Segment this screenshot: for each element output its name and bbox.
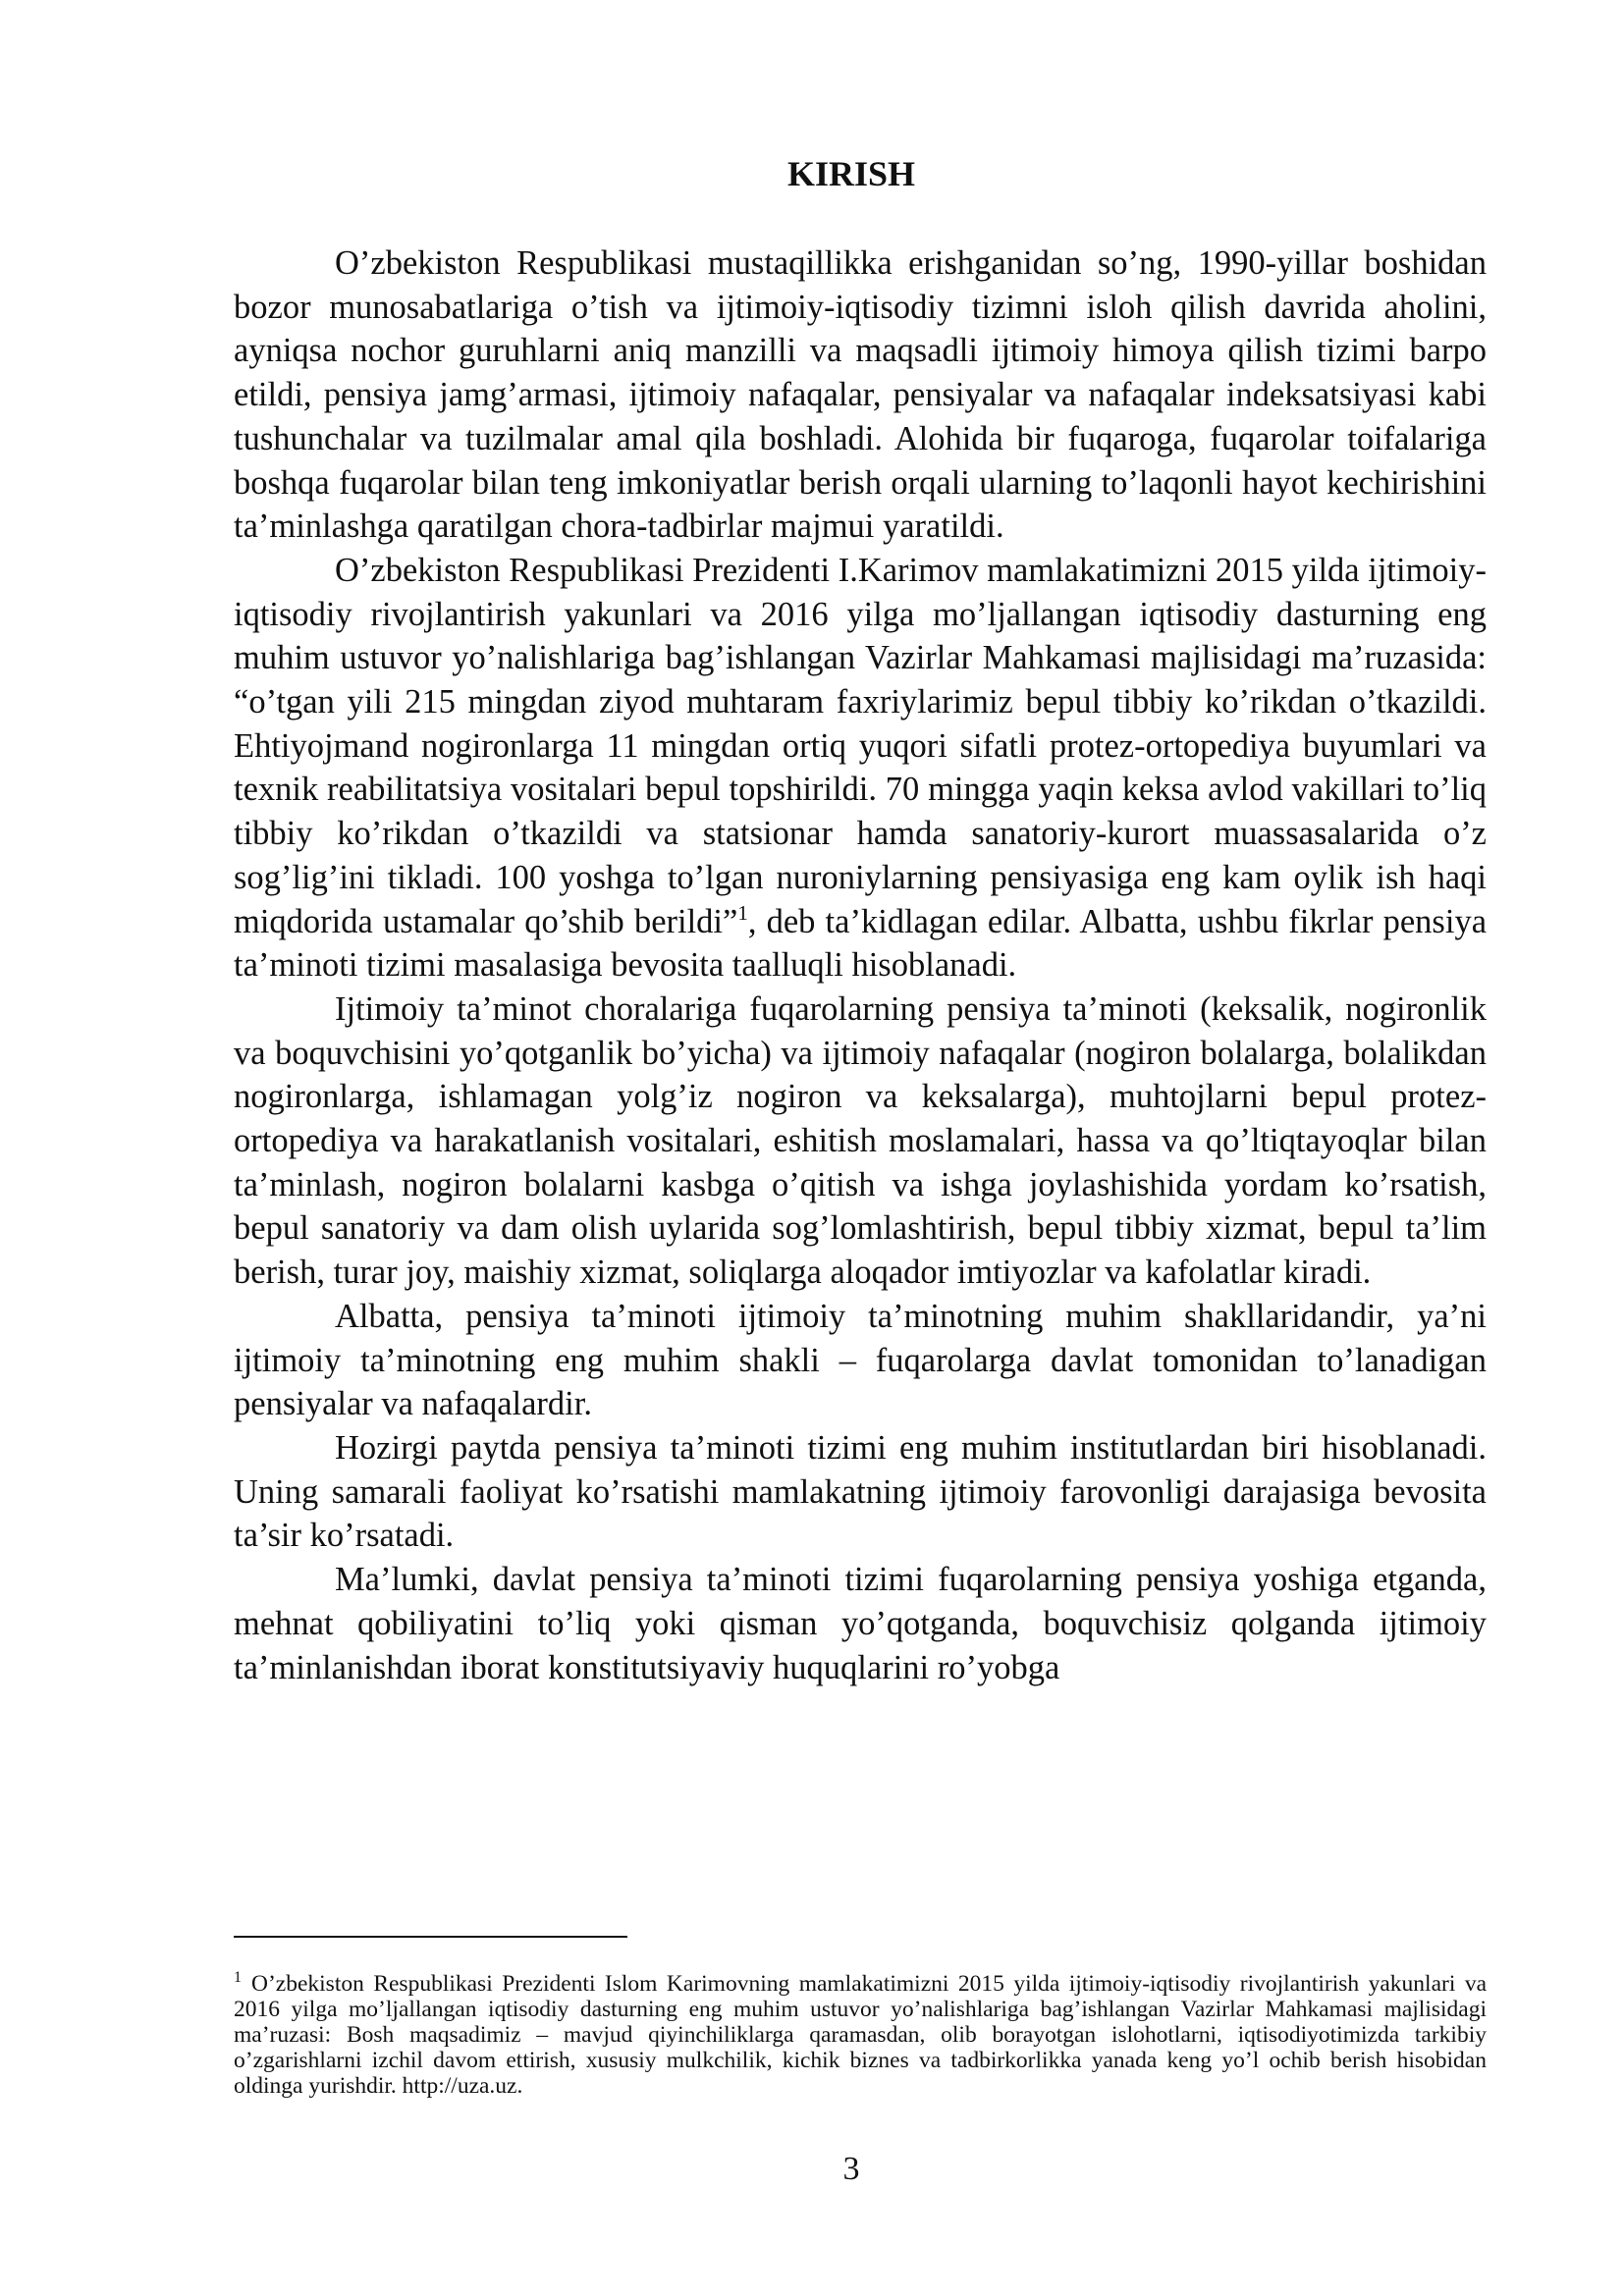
body-text	[234, 241, 1487, 1689]
paragraph-2-text: O’zbekiston Respublikasi Prezidenti I.Karimov mamlakatimizni 2015 yilda ijtimoiy-iqtisodiy rivojlantirish yakunlari va 2016 yilga mo’ljallangan iqtisodiy dasturning eng muhim ustuvor yo’nalishlariga bag’ishlangan Vazirlar Mahkamasi majlisidagi ma’ruzasida: “o’tgan yili 215 mingdan ziyod muhtaram faxriylarimiz bepul tibbiy ko’rikdan o’tkazildi. Ehtiyojmand nogironlarga 11 mingdan ortiq yuqori sifatli protez-ortopediya buyumlari va texnik reabilitatsiya vositalari bepul topshirildi. 70 mingga yaqin keksa avlod vakillari to’liq tibbiy ko’rikdan o’tkazildi va statsionar hamda sanatoriy-kurort muassasalarida o’z sog’lig’ini tikladi. 100 yoshga to’lgan nuroniylarning pensiyasiga eng kam oylik ish haqi miqdorida ustamalar qo’shib berildi”	[234, 551, 1487, 940]
page-number: 3	[842, 2151, 860, 2187]
paragraph-5: Hozirgi paytda pensiya ta’minoti tizimi eng muhim institutlardan biri hisoblanadi. Uning samarali faoliyat ko’rsatishi mamlakatning ijtimoiy farovonligi darajasiga bevosita ta’sir ko’rsatadi.	[234, 1428, 1487, 1555]
paragraph-2-text-continued: , deb ta’kidlagan edilar. Albatta, ushbu fikrlar pensiya ta’minoti tizimi masalasiga bevosita taalluqli hisoblanadi.	[234, 902, 1488, 985]
footnote-reference[interactable]: 1	[737, 900, 748, 925]
paragraph-4: Albatta, pensiya ta’minoti ijtimoiy ta’minotning muhim shakllaridandir, ya’ni ijtimoiy ta’minotning eng muhim shakli – fuqarolarga davlat tomonidan to’lanadigan pensiyalar va nafaqalardir.	[234, 1297, 1487, 1423]
paragraph-3: Ijtimoiy ta’minot choralariga fuqarolarning pensiya ta’minoti (keksalik, nogironlik va boquvchisini yo’qotganlik bo’yicha) va ijtimoiy nafaqalar (nogiron bolalarga, bolalikdan nogironlarga, ishlamagan yolg’iz nogiron va keksalarga), muhtojlarni bepul protez-ortopediya va harakatlanish vositalari, eshitish moslamalari, hassa va qo’ltiqtayoqlar bilan ta’minlash, nogiron bolalarni kasbga o’qitish va ishga joylashishida yordam ko’rsatish, bepul sanatoriy va dam olish uylarida sog’lomlashtirish, bepul tibbiy xizmat, bepul ta’lim berish, turar joy, maishiy xizmat, soliqlarga aloqador imtiyozlar va kafolatlar kiradi.	[234, 989, 1487, 1292]
paragraph-2	[234, 549, 1487, 988]
footnote-marker: 1	[234, 1969, 242, 1986]
paragraph-1: O’zbekiston Respublikasi mustaqillikka erishganidan so’ng, 1990-yillar boshidan bozor munosabatlariga o’tish va ijtimoiy-iqtisodiy tizimni isloh qilish davrida aholini, ayniqsa nochor guruhlarni aniq manzilli va maqsadli ijtimoiy himoya qilish tizimi barpo etildi, pensiya jamg’armasi, ijtimoiy nafaqalar, pensiyalar va nafaqalar indeksatsiyasi kabi tushunchalar va tuzilmalar amal qila boshladi. Alohida bir fuqaroga, fuqarolar toifalariga boshqa fuqarolar bilan teng imkoniyatlar berish orqali ularning to’laqonli hayot kechirishini ta’minlashga qaratilgan chora-tadbirlar majmui yaratildi.	[234, 244, 1487, 546]
section-title: KIRISH	[786, 154, 916, 193]
footnote-text: O’zbekiston Respublikasi Prezidenti Islom Karimovning mamlakatimizni 2015 yilda ijtimoiy-iqtisodiy rivojlantirish yakunlari va 2016 yilga mo’ljallangan iqtisodiy dasturning eng muhim ustuvor yo’nalishlariga bag’ishlangan Vazirlar Mahkamasi majlisidagi ma’ruzasi: Bosh maqsadimiz – mavjud qiyinchiliklarga qaramasdan, olib borayotgan islohotlarni, iqtisodiyotimizda tarkibiy o’zgarishlarni izchil davom ettirish, xususiy mulkchilik, kichik biznes va tadbirkorlikka yanada keng yo’l ochib berish hisobidan oldinga yurishdir. http://uza.uz.	[234, 1971, 1487, 2099]
paragraph-6: Ma’lumki, davlat pensiya ta’minoti tizimi fuqarolarning pensiya yoshiga etganda, mehnat qobiliyatini to’liq yoki qisman yo’qotganda, boquvchisiz qolganda ijtimoiy ta’minlanishdan iborat konstitutsiyaviy huquqlarini ro’yobga	[234, 1561, 1487, 1686]
footnote	[234, 1971, 1487, 2099]
footnote-separator	[234, 1936, 627, 1938]
